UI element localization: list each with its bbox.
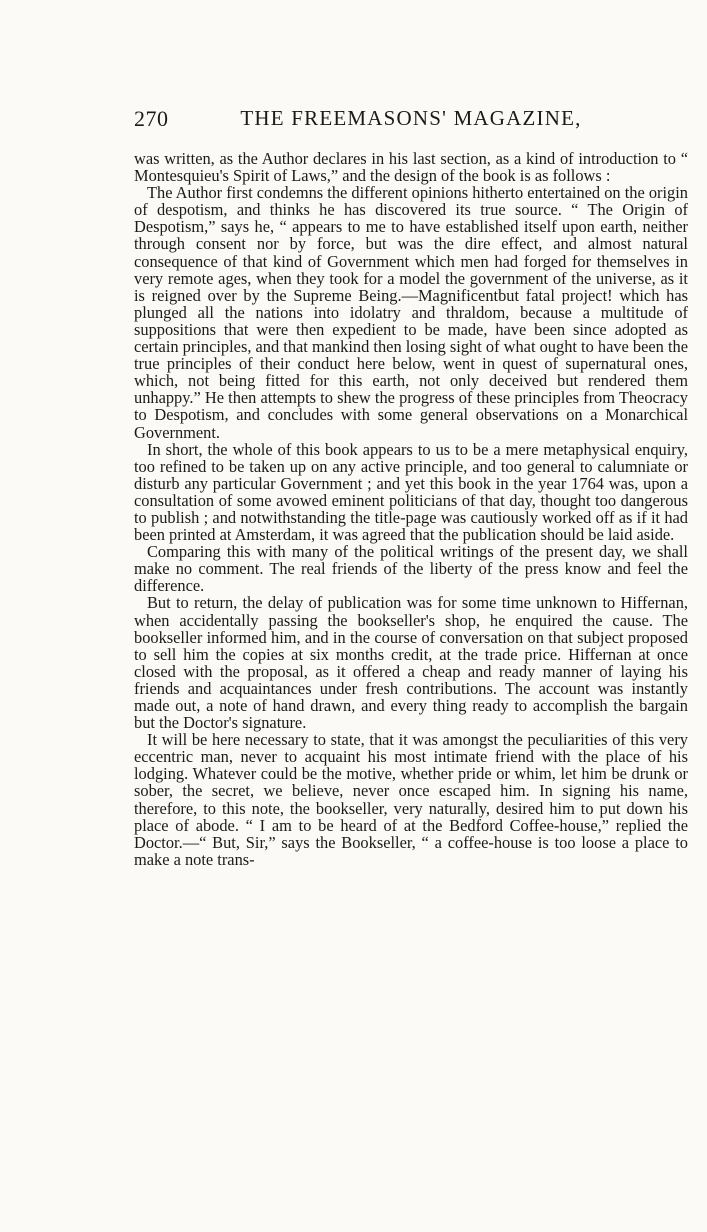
running-title: THE FREEMASONS' MAGAZINE,: [240, 106, 582, 130]
paragraph-4: Comparing this with many of the political writings of the present day, we shall make no comment. The real friends of the liberty of the press know and feel the difference.: [134, 542, 688, 596]
article-body: [134, 150, 688, 868]
paragraph-1: was written, as the Author declares in his last section, as a kind of introduction to “ Montesquieu's Spirit of Laws,” and the design of the book is as follows :: [134, 149, 688, 186]
paragraph-6: It will be here necessary to state, that it was amongst the peculiarities of this very eccentric man, never to acquaint his most intimate friend with the place of his lodging. Whatever could be the motive, whether pride or whim, let him be drunk or sober, the secret, we believe, never once escaped him. In signing his name, therefore, to this note, the bookseller, very naturally, desired him to put down his place of abode. “ I am to be heard of at the Bedford Coffee-house,” replied the Doctor.—“ But, Sir,” says the Bookseller, “ a coffee-house is too loose a place to make a note trans-: [134, 730, 688, 869]
paragraph-3: In short, the whole of this book appears to us to be a mere metaphysical enquiry, too refined to be taken up on any active principle, and too general to calumniate or disturb any particular Government ; and yet this book in the year 1764 was, upon a consultation of some avowed eminent politicians of that day, thought too dangerous to publish ; and notwithstanding the title-page was cautiously worked off as if it had been printed at Amsterdam, it was agreed that the publication should be laid aside.: [134, 439, 688, 545]
paragraph-2: The Author first condemns the different opinions hitherto entertained on the origin of despotism, and thinks he has discovered its true source. “ The Origin of Despotism,” says he, “ appears to me to have established itself upon earth, neither through consent nor by force, but was the dire effect, and almost natural consequence of that kind of Government which men had forged for themselves in very remote ages, when they took for a model the government of the universe, as it is reigned over by the Supreme Being.—Magnificentbut fatal project! which has plunged all the nations into idolatry and thraldom, because a multitude of suppositions that were then expedient to be made, have been since adopted as certain principles, and that mankind then losing sight of what ought to have been the true principles of their conduct here below, went in quest of supernatural ones, which, not being fitted for this earth, not only deceived but rendered them unhappy.” He then attempts to shew the progress of these principles from Theocracy to Despotism, and concludes with some general observations on a Monarchical Government.: [134, 183, 688, 442]
paragraph-5: But to return, the delay of publication was for some time unknown to Hiffernan, when accidentally passing the bookseller's shop, he enquired the cause. The bookseller informed him, and in the course of conversation on that subject proposed to sell him the copies at six months credit, at the trade price. Hiffernan at once closed with the proposal, as it offered a cheap and ready manner of laying his friends and acquaintances under fresh contributions. The account was instantly made out, a note of hand drawn, and every thing ready to accomplish the bargain but the Doctor's signature.: [134, 593, 688, 733]
page-header: [134, 106, 688, 136]
page-number: 270: [134, 106, 169, 131]
